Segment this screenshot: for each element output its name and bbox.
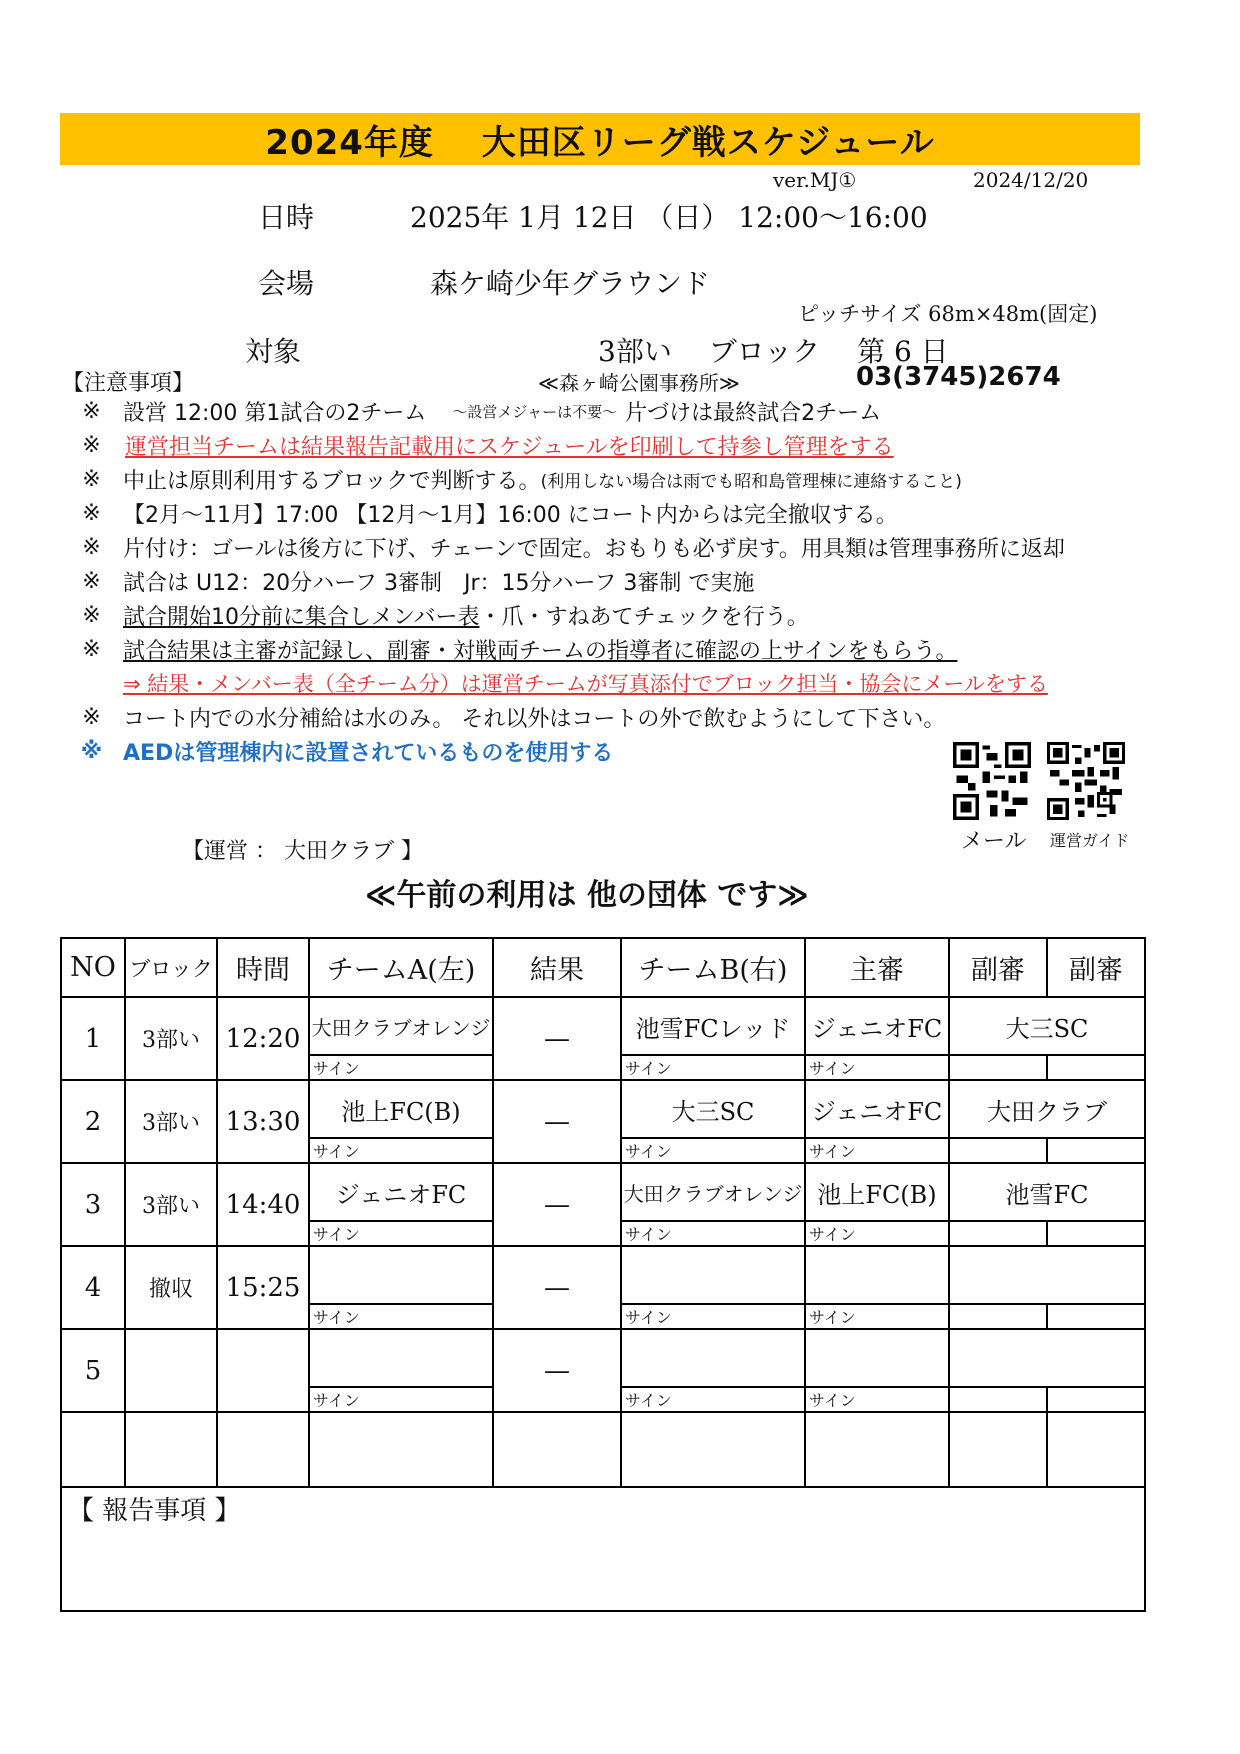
header-result: 結果	[493, 938, 621, 997]
sign-assistant-2[interactable]	[1047, 1138, 1145, 1163]
row-referee[interactable]: 池上FC(B)	[805, 1163, 949, 1221]
row-team-b[interactable]: 大三SC	[621, 1080, 805, 1138]
empty-cell[interactable]	[1047, 1412, 1145, 1487]
row-result[interactable]: —	[493, 997, 621, 1080]
sign-team-a[interactable]: サイン	[309, 1221, 493, 1246]
office-phone: 03(3745)2674	[856, 362, 1061, 392]
sign-team-b[interactable]: サイン	[621, 1387, 805, 1412]
row-result[interactable]: —	[493, 1163, 621, 1246]
row-block	[125, 1329, 217, 1412]
row-assistant[interactable]	[949, 1329, 1145, 1387]
office-name: ≪森ヶ崎公園事務所≫	[538, 371, 740, 395]
table-row	[61, 1080, 1145, 1138]
table-row	[61, 1246, 1145, 1304]
row-team-a[interactable]: 池上FC(B)	[309, 1080, 493, 1138]
row-referee[interactable]: ジェニオFC	[805, 997, 949, 1055]
datetime-label: 日時	[258, 201, 315, 234]
sign-assistant-1[interactable]	[949, 1138, 1047, 1163]
note-item: ※ 片付け：ゴールは後方に下げ、チェーンで固定。おもりも必ず戻す。用具類は管理事務所に返却	[82, 534, 1065, 562]
morning-notice: ≪午前の利用は 他の団体 です≫	[365, 878, 809, 913]
mail-label: メール	[961, 829, 1027, 854]
empty-cell	[217, 1412, 309, 1487]
row-assistant[interactable]: 大田クラブ	[949, 1080, 1145, 1138]
sign-assistant-1[interactable]	[949, 1055, 1047, 1080]
row-time: 14:40	[217, 1163, 309, 1246]
row-time: 15:25	[217, 1246, 309, 1329]
sign-team-a[interactable]: サイン	[309, 1138, 493, 1163]
sign-assistant-2[interactable]	[1047, 1304, 1145, 1329]
issue-date: 2024/12/20	[973, 168, 1089, 192]
mail-qr-icon[interactable]	[953, 742, 1031, 820]
target-value: 3部い ブロック 第 6 日	[598, 335, 949, 368]
note-item: ※ 中止は原則利用するブロックで判断する。 (利用しない場合は雨でも昭和島管理棟に連絡すること)	[82, 466, 962, 494]
report-label: 【 報告事項 】	[68, 1496, 241, 1526]
row-no: 5	[61, 1329, 125, 1412]
sign-team-b[interactable]: サイン	[621, 1304, 805, 1329]
header-no: NO	[61, 938, 125, 997]
row-assistant[interactable]: 池雪FC	[949, 1163, 1145, 1221]
target-label: 対象	[245, 335, 302, 368]
row-assistant[interactable]: 大三SC	[949, 997, 1145, 1055]
note-item: ※ コート内での水分補給は水のみ。 それ以外はコートの外で飲むようにして下さい。	[82, 704, 946, 732]
sign-referee[interactable]: サイン	[805, 1055, 949, 1080]
note-item: ※ 試合は U12：20分ハーフ 3審制 Jr：15分ハーフ 3審制 で実施	[82, 568, 755, 596]
row-time	[217, 1329, 309, 1412]
schedule-table	[60, 937, 1146, 1488]
empty-cell	[125, 1412, 217, 1487]
row-assistant[interactable]	[949, 1246, 1145, 1304]
empty-cell[interactable]	[309, 1412, 493, 1487]
venue-value: 森ケ崎少年グラウンド	[430, 267, 711, 300]
table-header-row	[61, 938, 1145, 997]
row-team-b[interactable]	[621, 1329, 805, 1387]
row-result[interactable]: —	[493, 1329, 621, 1412]
title-bar	[60, 113, 1140, 165]
note-item: ※ 試合結果は主審が記録し、副審・対戦両チームの指導者に確認の上サインをもらう。	[82, 636, 958, 664]
row-no: 4	[61, 1246, 125, 1329]
sign-referee[interactable]: サイン	[805, 1221, 949, 1246]
header-time: 時間	[217, 938, 309, 997]
row-block: 撤収	[125, 1246, 217, 1329]
sign-referee[interactable]: サイン	[805, 1138, 949, 1163]
sign-referee[interactable]: サイン	[805, 1304, 949, 1329]
version-label: ver.MJ①	[773, 168, 857, 192]
header-assistant-1: 副審	[949, 938, 1047, 997]
row-block: 3部い	[125, 997, 217, 1080]
table-row-empty	[61, 1412, 1145, 1487]
sign-assistant-1[interactable]	[949, 1304, 1047, 1329]
note-item-aed: ※ AEDは管理棟内に設置されているものを使用する	[80, 738, 614, 766]
header-block: ブロック	[125, 938, 217, 997]
pitch-size: ピッチサイズ 68m×48m(固定)	[798, 302, 1098, 326]
row-block: 3部い	[125, 1080, 217, 1163]
row-team-a[interactable]	[309, 1329, 493, 1387]
sign-team-a[interactable]: サイン	[309, 1304, 493, 1329]
empty-cell[interactable]	[949, 1412, 1047, 1487]
row-result[interactable]: —	[493, 1080, 621, 1163]
row-no: 1	[61, 997, 125, 1080]
note-item: ⇒ 結果・メンバー表（全チーム分）は運営チームが写真添付でブロック担当・協会にメールをする	[123, 672, 1048, 696]
row-team-b[interactable]: 大田クラブオレンジ	[621, 1163, 805, 1221]
sign-assistant-2[interactable]	[1047, 1387, 1145, 1412]
row-team-a[interactable]: 大田クラブオレンジ	[309, 997, 493, 1055]
empty-cell[interactable]	[805, 1412, 949, 1487]
table-row	[61, 1163, 1145, 1221]
row-time: 13:30	[217, 1080, 309, 1163]
sign-assistant-2[interactable]	[1047, 1221, 1145, 1246]
sign-referee[interactable]: サイン	[805, 1387, 949, 1412]
guide-qr-icon[interactable]	[1047, 742, 1125, 820]
sign-team-b[interactable]: サイン	[621, 1055, 805, 1080]
row-time: 12:20	[217, 997, 309, 1080]
table-row	[61, 1329, 1145, 1387]
row-no: 2	[61, 1080, 125, 1163]
header-assistant-2: 副審	[1047, 938, 1145, 997]
venue-label: 会場	[258, 267, 315, 300]
header-team-b: チームB(右)	[621, 938, 805, 997]
row-team-b[interactable]: 池雪FCレッド	[621, 997, 805, 1055]
page-title: 2024年度 大田区リーグ戦スケジュール	[265, 122, 935, 163]
row-team-a[interactable]: ジェニオFC	[309, 1163, 493, 1221]
row-result[interactable]: —	[493, 1246, 621, 1329]
row-no: 3	[61, 1163, 125, 1246]
notes-heading: 【注意事項】	[62, 371, 195, 396]
guide-label: 運営ガイド	[1050, 831, 1130, 850]
row-team-a[interactable]	[309, 1246, 493, 1304]
sign-team-b[interactable]: サイン	[621, 1138, 805, 1163]
header-team-a: チームA(左)	[309, 938, 493, 997]
sign-team-b[interactable]: サイン	[621, 1221, 805, 1246]
empty-cell	[61, 1412, 125, 1487]
header-referee: 主審	[805, 938, 949, 997]
note-item: ※ 運営担当チームは結果報告記載用にスケジュールを印刷して持参し管理をする	[82, 432, 894, 460]
row-team-b[interactable]	[621, 1246, 805, 1304]
row-referee[interactable]: ジェニオFC	[805, 1080, 949, 1138]
sign-assistant-2[interactable]	[1047, 1055, 1145, 1080]
sign-team-a[interactable]: サイン	[309, 1055, 493, 1080]
sign-assistant-1[interactable]	[949, 1387, 1047, 1412]
table-row	[61, 997, 1145, 1055]
report-box[interactable]	[60, 1486, 1146, 1612]
note-item: ※ 試合開始10分前に集合しメンバー表 ・爪・すねあてチェックを行う。	[82, 602, 809, 630]
row-block: 3部い	[125, 1163, 217, 1246]
sign-assistant-1[interactable]	[949, 1221, 1047, 1246]
empty-cell[interactable]	[493, 1412, 621, 1487]
datetime-value: 2025年 1月 12日 （日） 12:00～16:00	[410, 201, 928, 234]
sign-team-a[interactable]: サイン	[309, 1387, 493, 1412]
note-item: ※ 【2月～11月】17:00 【12月～1月】16:00 にコート内からは完全撤収する。	[82, 500, 898, 528]
row-referee[interactable]	[805, 1246, 949, 1304]
row-referee[interactable]	[805, 1329, 949, 1387]
empty-cell[interactable]	[621, 1412, 805, 1487]
operator-label: 【運営 ： 大田クラブ 】	[182, 839, 423, 864]
note-item: ※ 設営 12:00 第1試合の2チーム ～設営メジャーは不要～ 片づけは最終試合2チーム	[82, 398, 882, 426]
